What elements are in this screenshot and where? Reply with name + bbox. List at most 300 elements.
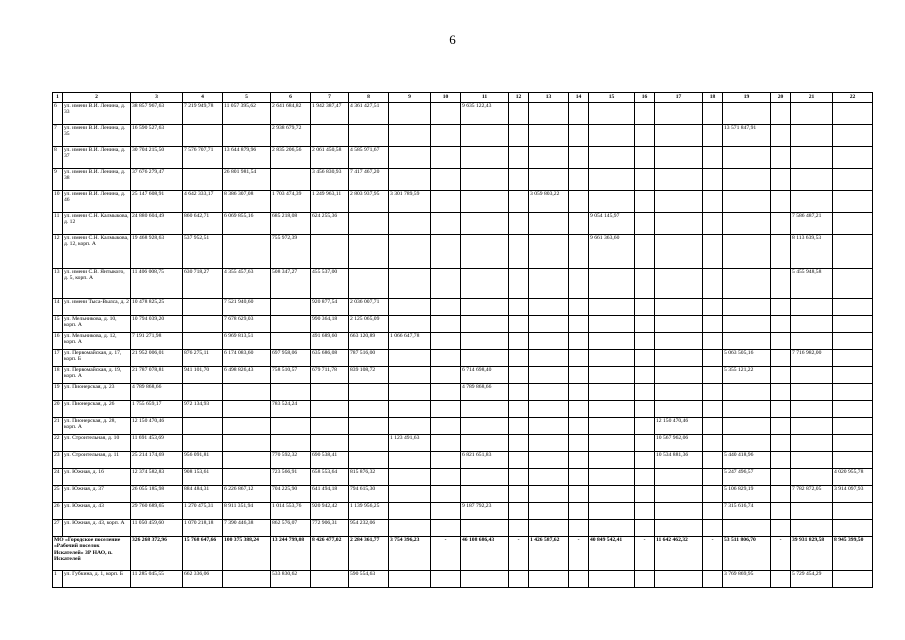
column-header: 14 bbox=[569, 93, 589, 103]
table-cell bbox=[569, 213, 589, 235]
data-table bbox=[52, 92, 873, 588]
table-cell bbox=[703, 486, 723, 503]
table-cell bbox=[529, 299, 569, 316]
table-cell bbox=[589, 269, 635, 299]
table-cell: 16 590 527,63 bbox=[131, 125, 183, 147]
table-cell: - bbox=[431, 537, 461, 571]
table-cell bbox=[703, 191, 723, 213]
table-cell: 19 468 928,63 bbox=[131, 235, 183, 269]
column-header: 9 bbox=[389, 93, 431, 103]
table-cell bbox=[569, 350, 589, 367]
table-cell bbox=[569, 401, 589, 418]
table-cell: 6 714 698,40 bbox=[461, 367, 509, 384]
table-cell bbox=[703, 367, 723, 384]
table-cell bbox=[703, 520, 723, 537]
table-cell bbox=[461, 147, 509, 169]
table-cell bbox=[833, 520, 873, 537]
table-cell: - bbox=[509, 537, 529, 571]
table-cell bbox=[431, 299, 461, 316]
table-cell bbox=[833, 169, 873, 191]
table-cell bbox=[389, 350, 431, 367]
table-cell: 772 906,31 bbox=[311, 520, 349, 537]
table-cell bbox=[771, 299, 791, 316]
table-cell: 876 275,11 bbox=[183, 350, 223, 367]
row-number: 16 bbox=[53, 333, 63, 350]
table-cell bbox=[703, 147, 723, 169]
table-row bbox=[53, 384, 873, 401]
table-cell: 908 153,61 bbox=[183, 469, 223, 486]
table-cell bbox=[509, 103, 529, 125]
table-cell bbox=[635, 503, 655, 520]
table-cell: 2 036 007,71 bbox=[349, 299, 389, 316]
table-cell bbox=[703, 452, 723, 469]
table-cell bbox=[509, 299, 529, 316]
table-cell bbox=[509, 316, 529, 333]
row-number: 19 bbox=[53, 384, 63, 401]
table-cell: 26 801 981,54 bbox=[223, 169, 271, 191]
table-cell bbox=[509, 452, 529, 469]
address-cell: ул. имени В.И. Ленина, д. 38 bbox=[63, 169, 131, 191]
table-cell: 25 214 174,69 bbox=[131, 452, 183, 469]
table-cell bbox=[833, 452, 873, 469]
table-cell bbox=[833, 147, 873, 169]
table-row bbox=[53, 333, 873, 350]
address-cell: ул. Пионерская, д. 28, корп. А bbox=[63, 418, 131, 435]
table-cell: 6 969 813,51 bbox=[223, 333, 271, 350]
table-cell: 7 782 872,05 bbox=[791, 486, 833, 503]
table-cell bbox=[589, 571, 635, 588]
table-cell: 5 455 948,58 bbox=[791, 269, 833, 299]
table-cell bbox=[771, 316, 791, 333]
table-cell bbox=[635, 469, 655, 486]
table-cell bbox=[223, 401, 271, 418]
table-cell bbox=[431, 469, 461, 486]
table-cell: 1 139 956,25 bbox=[349, 503, 389, 520]
table-cell bbox=[389, 384, 431, 401]
column-header: 19 bbox=[723, 93, 771, 103]
table-cell: 860 642,71 bbox=[183, 213, 223, 235]
table-cell bbox=[723, 299, 771, 316]
table-cell bbox=[655, 316, 703, 333]
table-cell bbox=[509, 269, 529, 299]
table-cell bbox=[635, 191, 655, 213]
table-cell bbox=[461, 299, 509, 316]
table-cell bbox=[635, 520, 655, 537]
table-cell: 1 123 491,63 bbox=[389, 435, 431, 452]
table-cell bbox=[389, 235, 431, 269]
table-cell bbox=[635, 299, 655, 316]
table-cell: 25 147 608,91 bbox=[131, 191, 183, 213]
column-header: 17 bbox=[655, 93, 703, 103]
table-cell bbox=[635, 169, 655, 191]
table-cell bbox=[529, 213, 569, 235]
table-cell bbox=[833, 213, 873, 235]
table-cell bbox=[311, 235, 349, 269]
table-cell: 13 244 799,08 bbox=[271, 537, 311, 571]
table-cell bbox=[569, 452, 589, 469]
address-cell: ул. имени Тыса-Вылса, д. 2 bbox=[63, 299, 131, 316]
table-cell bbox=[771, 418, 791, 435]
table-cell bbox=[311, 435, 349, 452]
table-cell: 7 417 467,20 bbox=[349, 169, 389, 191]
table-cell bbox=[655, 235, 703, 269]
table-cell bbox=[183, 333, 223, 350]
table-cell bbox=[635, 418, 655, 435]
column-header: 20 bbox=[771, 93, 791, 103]
table-cell bbox=[589, 169, 635, 191]
table-cell bbox=[771, 147, 791, 169]
table-cell: 590 554,63 bbox=[349, 571, 389, 588]
table-cell bbox=[703, 169, 723, 191]
table-cell bbox=[389, 367, 431, 384]
table-cell bbox=[771, 350, 791, 367]
table-cell bbox=[431, 486, 461, 503]
table-cell: 630 718,27 bbox=[183, 269, 223, 299]
table-cell bbox=[655, 333, 703, 350]
table-cell: 100 375 388,24 bbox=[223, 537, 271, 571]
table-cell bbox=[223, 235, 271, 269]
table-cell bbox=[791, 503, 833, 520]
table-cell: 7 219 949,78 bbox=[183, 103, 223, 125]
table-cell bbox=[529, 418, 569, 435]
address-cell: ул. Губкина, д. 1, корп. Б bbox=[63, 571, 131, 588]
table-cell: 508 347,27 bbox=[271, 269, 311, 299]
table-cell bbox=[271, 384, 311, 401]
table-cell: 12 150 470,46 bbox=[131, 418, 183, 435]
table-cell bbox=[461, 418, 509, 435]
table-cell bbox=[431, 571, 461, 588]
table-summary-row bbox=[53, 537, 873, 571]
table-cell bbox=[655, 269, 703, 299]
table-cell: 1 014 553,76 bbox=[271, 503, 311, 520]
table-cell: 4 361 427,51 bbox=[349, 103, 389, 125]
table-cell bbox=[569, 469, 589, 486]
table-cell bbox=[655, 350, 703, 367]
table-cell bbox=[431, 333, 461, 350]
table-cell: 9 054 145,97 bbox=[589, 213, 635, 235]
table-cell bbox=[589, 418, 635, 435]
table-cell bbox=[509, 147, 529, 169]
table-cell bbox=[703, 435, 723, 452]
table-cell bbox=[635, 367, 655, 384]
table-cell bbox=[833, 418, 873, 435]
table-cell bbox=[655, 486, 703, 503]
table-cell bbox=[635, 125, 655, 147]
table-cell bbox=[771, 103, 791, 125]
table-cell bbox=[655, 469, 703, 486]
table-cell bbox=[349, 235, 389, 269]
table-cell bbox=[723, 333, 771, 350]
table-cell: - bbox=[771, 537, 791, 571]
row-number: 7 bbox=[53, 125, 63, 147]
table-cell bbox=[791, 147, 833, 169]
table-cell: 3 754 396,23 bbox=[389, 537, 431, 571]
table-cell: 10 567 962,06 bbox=[655, 435, 703, 452]
table-cell bbox=[349, 435, 389, 452]
table-cell: 6 069 855,16 bbox=[223, 213, 271, 235]
table-cell bbox=[529, 435, 569, 452]
table-cell bbox=[569, 103, 589, 125]
table-cell bbox=[431, 503, 461, 520]
table-cell bbox=[389, 269, 431, 299]
table-row bbox=[53, 269, 873, 299]
table-cell bbox=[461, 125, 509, 147]
table-cell bbox=[589, 486, 635, 503]
column-header: 6 bbox=[271, 93, 311, 103]
table-cell: 11 050 459,60 bbox=[131, 520, 183, 537]
table-cell bbox=[703, 571, 723, 588]
table-cell bbox=[461, 191, 509, 213]
table-cell: 7 678 629,03 bbox=[223, 316, 271, 333]
table-cell: 4 585 971,67 bbox=[349, 147, 389, 169]
table-cell bbox=[791, 520, 833, 537]
table-cell: 7 315 616,74 bbox=[723, 503, 771, 520]
table-cell bbox=[771, 191, 791, 213]
table-cell bbox=[569, 299, 589, 316]
table-cell: 30 704 215,50 bbox=[131, 147, 183, 169]
table-cell: 635 686,08 bbox=[311, 350, 349, 367]
table-row bbox=[53, 169, 873, 191]
table-cell: 5 729 454,29 bbox=[791, 571, 833, 588]
table-cell bbox=[723, 401, 771, 418]
table-cell bbox=[389, 213, 431, 235]
table-cell: 53 511 806,70 bbox=[723, 537, 771, 571]
row-number: 26 bbox=[53, 503, 63, 520]
table-cell bbox=[703, 333, 723, 350]
column-header: 10 bbox=[431, 93, 461, 103]
table-cell bbox=[223, 435, 271, 452]
table-cell bbox=[771, 333, 791, 350]
table-cell bbox=[635, 269, 655, 299]
table-row bbox=[53, 503, 873, 520]
table-cell bbox=[703, 213, 723, 235]
table-cell: 9 187 792,23 bbox=[461, 503, 509, 520]
table-row bbox=[53, 103, 873, 125]
table-cell bbox=[183, 418, 223, 435]
table-cell bbox=[389, 299, 431, 316]
row-number: 22 bbox=[53, 435, 63, 452]
table-cell: 10 478 825,25 bbox=[131, 299, 183, 316]
table-cell bbox=[271, 333, 311, 350]
row-number: 10 bbox=[53, 191, 63, 213]
table-cell bbox=[389, 125, 431, 147]
table-cell bbox=[349, 418, 389, 435]
row-number: 9 bbox=[53, 169, 63, 191]
table-cell bbox=[655, 169, 703, 191]
table-cell bbox=[771, 125, 791, 147]
table-cell: 990 364,18 bbox=[311, 316, 349, 333]
row-number: 25 bbox=[53, 486, 63, 503]
table-cell bbox=[833, 299, 873, 316]
table-cell bbox=[723, 169, 771, 191]
table-cell bbox=[183, 169, 223, 191]
table-cell bbox=[529, 350, 569, 367]
address-cell: ул. имени В.И. Ленина, д. 33 bbox=[63, 103, 131, 125]
table-cell bbox=[509, 486, 529, 503]
table-cell bbox=[529, 269, 569, 299]
table-cell bbox=[529, 469, 569, 486]
table-cell bbox=[461, 469, 509, 486]
table-cell bbox=[589, 191, 635, 213]
table-cell bbox=[723, 103, 771, 125]
table-cell bbox=[791, 401, 833, 418]
column-header: 16 bbox=[635, 93, 655, 103]
table-cell bbox=[431, 125, 461, 147]
table-cell bbox=[589, 469, 635, 486]
table-cell: 8 945 399,50 bbox=[833, 537, 873, 571]
table-cell bbox=[569, 486, 589, 503]
table-cell: 491 689,60 bbox=[311, 333, 349, 350]
table-cell bbox=[529, 103, 569, 125]
column-header: 1 bbox=[53, 93, 63, 103]
table-cell bbox=[589, 316, 635, 333]
table-cell bbox=[833, 235, 873, 269]
table-cell bbox=[723, 520, 771, 537]
address-cell: ул. Первомайская, д. 19, корп. А bbox=[63, 367, 131, 384]
table-cell: 37 676 279,47 bbox=[131, 169, 183, 191]
address-cell: ул. имени В.И. Ленина, д. 37 bbox=[63, 147, 131, 169]
table-cell bbox=[529, 147, 569, 169]
table-cell bbox=[635, 452, 655, 469]
table-cell: 794 615,30 bbox=[349, 486, 389, 503]
table-cell bbox=[509, 401, 529, 418]
table-cell bbox=[461, 435, 509, 452]
table-cell bbox=[589, 503, 635, 520]
table-cell: 8 426 477,02 bbox=[311, 537, 349, 571]
table-cell bbox=[183, 435, 223, 452]
table-row bbox=[53, 125, 873, 147]
table-cell bbox=[389, 486, 431, 503]
table-cell bbox=[311, 418, 349, 435]
table-cell: 4 789 868,66 bbox=[131, 384, 183, 401]
table-cell bbox=[589, 333, 635, 350]
table-cell bbox=[589, 350, 635, 367]
table-cell bbox=[461, 316, 509, 333]
table-cell bbox=[529, 571, 569, 588]
row-number: 13 bbox=[53, 269, 63, 299]
table-cell: 8 113 639,53 bbox=[791, 235, 833, 269]
address-cell: ул. имени В.И. Ленина, д. 46 bbox=[63, 191, 131, 213]
table-cell: 11 691 453,69 bbox=[131, 435, 183, 452]
table-cell bbox=[509, 235, 529, 269]
table-cell: 7 390 446,38 bbox=[223, 520, 271, 537]
table-cell bbox=[723, 418, 771, 435]
table-cell: 455 537,00 bbox=[311, 269, 349, 299]
column-header: 12 bbox=[509, 93, 529, 103]
table-cell bbox=[569, 269, 589, 299]
table-cell bbox=[569, 147, 589, 169]
table-cell bbox=[635, 235, 655, 269]
table-cell bbox=[461, 401, 509, 418]
table-cell: 770 592,32 bbox=[271, 452, 311, 469]
row-number: 18 bbox=[53, 367, 63, 384]
table-cell bbox=[703, 503, 723, 520]
table-cell bbox=[461, 333, 509, 350]
table-cell bbox=[723, 147, 771, 169]
row-number: 11 bbox=[53, 213, 63, 235]
table-cell: 658 553,64 bbox=[311, 469, 349, 486]
row-number: 27 bbox=[53, 520, 63, 537]
table-cell bbox=[771, 520, 791, 537]
table-cell bbox=[529, 367, 569, 384]
table-cell: 4 789 868,66 bbox=[461, 384, 509, 401]
table-cell bbox=[833, 367, 873, 384]
table-cell bbox=[461, 571, 509, 588]
table-cell bbox=[311, 401, 349, 418]
table-cell: 24 880 604,49 bbox=[131, 213, 183, 235]
table-cell bbox=[635, 435, 655, 452]
table-cell: 1 755 659,17 bbox=[131, 401, 183, 418]
table-cell bbox=[509, 503, 529, 520]
table-cell bbox=[635, 333, 655, 350]
table-row bbox=[53, 350, 873, 367]
table-cell bbox=[509, 384, 529, 401]
table-cell bbox=[723, 213, 771, 235]
table-cell bbox=[771, 367, 791, 384]
table-cell bbox=[389, 147, 431, 169]
table-cell bbox=[509, 125, 529, 147]
table-cell: 6 226 867,12 bbox=[223, 486, 271, 503]
table-cell bbox=[703, 299, 723, 316]
table-cell bbox=[431, 418, 461, 435]
row-number: 20 bbox=[53, 401, 63, 418]
table-cell bbox=[431, 520, 461, 537]
table-cell bbox=[509, 191, 529, 213]
address-cell: ул. Строительная, д. 11 bbox=[63, 452, 131, 469]
table-cell: 685 218,08 bbox=[271, 213, 311, 235]
table-cell: 2 061 450,58 bbox=[311, 147, 349, 169]
table-cell bbox=[389, 103, 431, 125]
table-cell bbox=[389, 503, 431, 520]
table-cell: 5 063 505,16 bbox=[723, 350, 771, 367]
table-cell bbox=[771, 435, 791, 452]
table-cell bbox=[431, 269, 461, 299]
table-cell: 12 374 582,83 bbox=[131, 469, 183, 486]
address-cell: ул. Первомайская, д. 17, корп. Б bbox=[63, 350, 131, 367]
table-cell bbox=[509, 469, 529, 486]
table-cell bbox=[791, 452, 833, 469]
table-cell: 662 336,06 bbox=[183, 571, 223, 588]
table-cell bbox=[461, 486, 509, 503]
table-cell: 10 534 881,36 bbox=[655, 452, 703, 469]
row-number: 8 bbox=[53, 147, 63, 169]
table-cell: 8 386 307,08 bbox=[223, 191, 271, 213]
address-cell: ул. Мельникова, д. 10, корп. А bbox=[63, 316, 131, 333]
table-cell: 4 020 955,78 bbox=[833, 469, 873, 486]
table-cell: 4 355 457,63 bbox=[223, 269, 271, 299]
table-cell bbox=[723, 191, 771, 213]
table-cell bbox=[771, 452, 791, 469]
table-cell: 5 440 418,96 bbox=[723, 452, 771, 469]
table-cell bbox=[635, 316, 655, 333]
table-cell bbox=[703, 384, 723, 401]
table-cell bbox=[791, 299, 833, 316]
table-cell: 7 586 487,21 bbox=[791, 213, 833, 235]
table-cell bbox=[589, 435, 635, 452]
table-cell bbox=[833, 401, 873, 418]
table-cell bbox=[635, 213, 655, 235]
table-cell bbox=[771, 384, 791, 401]
table-cell: 641 494,18 bbox=[311, 486, 349, 503]
table-cell bbox=[183, 384, 223, 401]
table-row bbox=[53, 299, 873, 316]
table-cell bbox=[183, 299, 223, 316]
table-cell bbox=[389, 571, 431, 588]
table-cell: 6 498 826,43 bbox=[223, 367, 271, 384]
table-cell bbox=[389, 316, 431, 333]
table-cell bbox=[529, 520, 569, 537]
table-cell: 1 070 218,18 bbox=[183, 520, 223, 537]
